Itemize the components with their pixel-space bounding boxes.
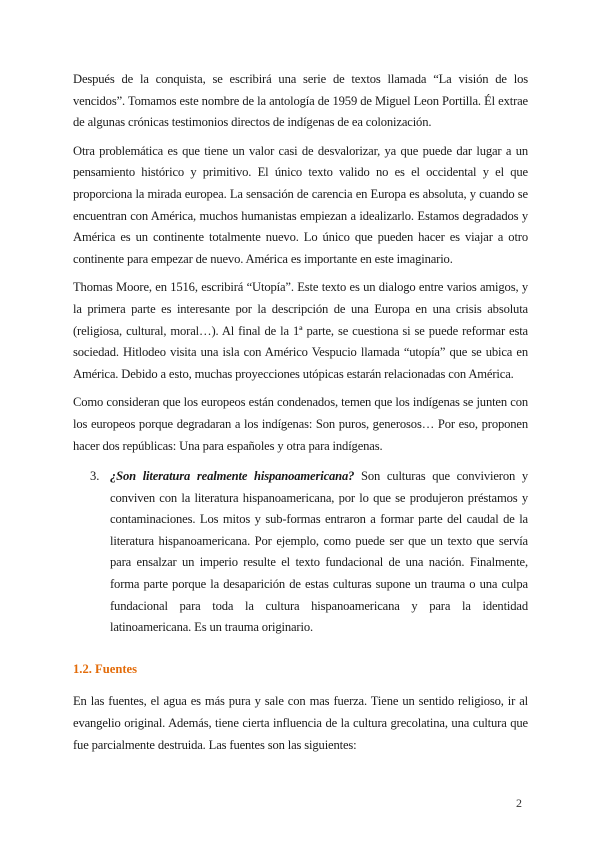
paragraph-dos-republicas: Como consideran que los europeos están condenados, temen que los indígenas se junten con los europeos porque degradaran a los indígenas: Son puros, generosos… Por eso, proponen hacer dos repúblicas: Una para españoles y otra para indígenas. bbox=[73, 395, 528, 453]
list-item-literatura bbox=[90, 466, 528, 639]
list-number: 3. bbox=[90, 469, 100, 484]
paragraph-fuentes: En las fuentes, el agua es más pura y sale con mas fuerza. Tiene un sentido religioso, ir al evangelio original. Además, tiene cierta influencia de la cultura grecolatina, una cultura que fue parcialmente destruida. Las fuentes son las siguientes: bbox=[73, 694, 528, 752]
section-heading-fuentes: 1.2. Fuentes bbox=[73, 661, 138, 676]
list-item-text bbox=[110, 466, 528, 639]
list-item-body: Son culturas que convivieron y conviven con la literatura hispanoamericana, por lo que se produjeron préstamos y contaminaciones. Los mitos y sub-formas entraron a formar parte del caudal de la literatura hispanoamericana. Por ejemplo, como puede ser que un texto que servía para ensalzar un imperio resulte el texto fundacional de una nación. Finalmente, forma parte porque la desaparición de estas culturas supone un trauma o una culpa fundacional para toda la cultura hispanoamericana y para la identidad latinoamericana. Es un trauma originario. bbox=[110, 469, 528, 635]
list-item-question: ¿Son literatura realmente hispanoamericana? bbox=[110, 469, 355, 484]
paragraph-vision-vencidos: Después de la conquista, se escribirá una serie de textos llamada “La visión de los vencidos”. Tomamos este nombre de la antología de 1959 de Miguel Leon Portilla. Él extrae de algunas crónicas testimonios directos de indígenas de ea colonización. bbox=[73, 72, 528, 130]
paragraph-problematica: Otra problemática es que tiene un valor casi de desvalorizar, ya que puede dar lugar a un pensamiento histórico y primitivo. El único texto valido no es el occidental y el que proporciona la mirada europea. La sensación de carencia en Europa es absoluta, y cuando se encuentran con América, muchos humanistas empiezan a idealizarlo. Estamos degradados y América es un continente totalmente nuevo. Lo único que pueden hacer es viajar a otro continente para empezar de nuevo. América es importante en este imaginario. bbox=[73, 143, 528, 266]
paragraph-utopia: Thomas Moore, en 1516, escribirá “Utopía”. Este texto es un dialogo entre varios amigos, y la primera parte es interesante por la descripción de una Europa en una crisis absoluta (religiosa, cultural, moral…). Al final de la 1ª parte, se cuestiona si se puede reformar esta sociedad. Hitlodeo visita una isla con Américo Vespucio llamada “utopía” que se ubica en América. Debido a esto, muchas proyecciones utópicas estarán relacionadas con América. bbox=[73, 280, 528, 381]
page-number: 2 bbox=[516, 796, 522, 810]
document-body bbox=[73, 69, 528, 756]
